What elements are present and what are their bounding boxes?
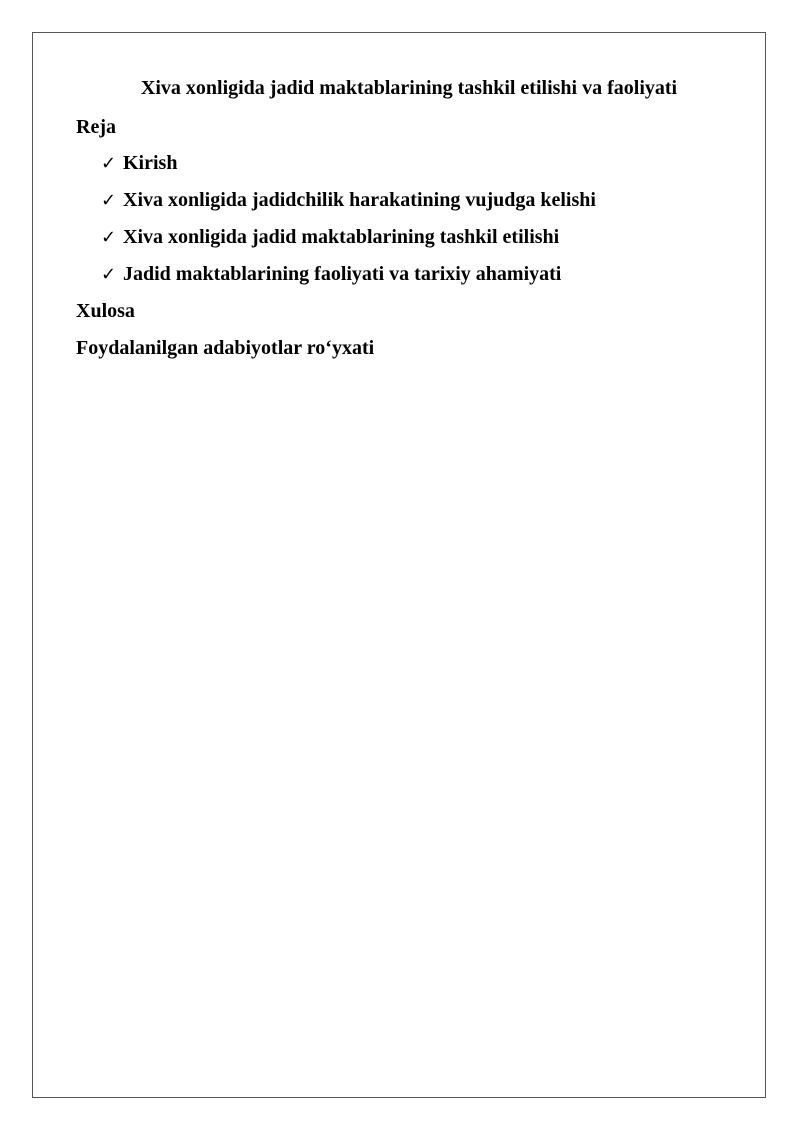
plan-item-schools-founding bbox=[101, 225, 559, 250]
conclusion-heading: Xulosa bbox=[76, 300, 135, 322]
checkmark-icon: ✓ bbox=[101, 264, 117, 285]
plan-item-label: Jadid maktablarining faoliyati va tarixiy ahamiyati bbox=[123, 263, 562, 285]
references-heading: Foydalanilgan adabiyotlar ro‘yxati bbox=[76, 337, 375, 359]
checkmark-icon: ✓ bbox=[101, 153, 117, 174]
checkmark-icon: ✓ bbox=[101, 227, 117, 248]
plan-item-schools-activity bbox=[101, 262, 561, 287]
plan-heading: Reja bbox=[76, 116, 116, 138]
checkmark-icon: ✓ bbox=[101, 190, 117, 211]
plan-item-label: Xiva xonligida jadid maktablarining tashkil etilishi bbox=[123, 226, 560, 248]
plan-item-intro bbox=[101, 151, 177, 176]
plan-item-label: Kirish bbox=[123, 152, 178, 174]
document-title: Xiva xonligida jadid maktablarining tashkil etilishi va faoliyati bbox=[140, 77, 678, 99]
plan-item-movement-origin bbox=[101, 188, 596, 213]
plan-item-label: Xiva xonligida jadidchilik harakatining vujudga kelishi bbox=[123, 189, 596, 211]
